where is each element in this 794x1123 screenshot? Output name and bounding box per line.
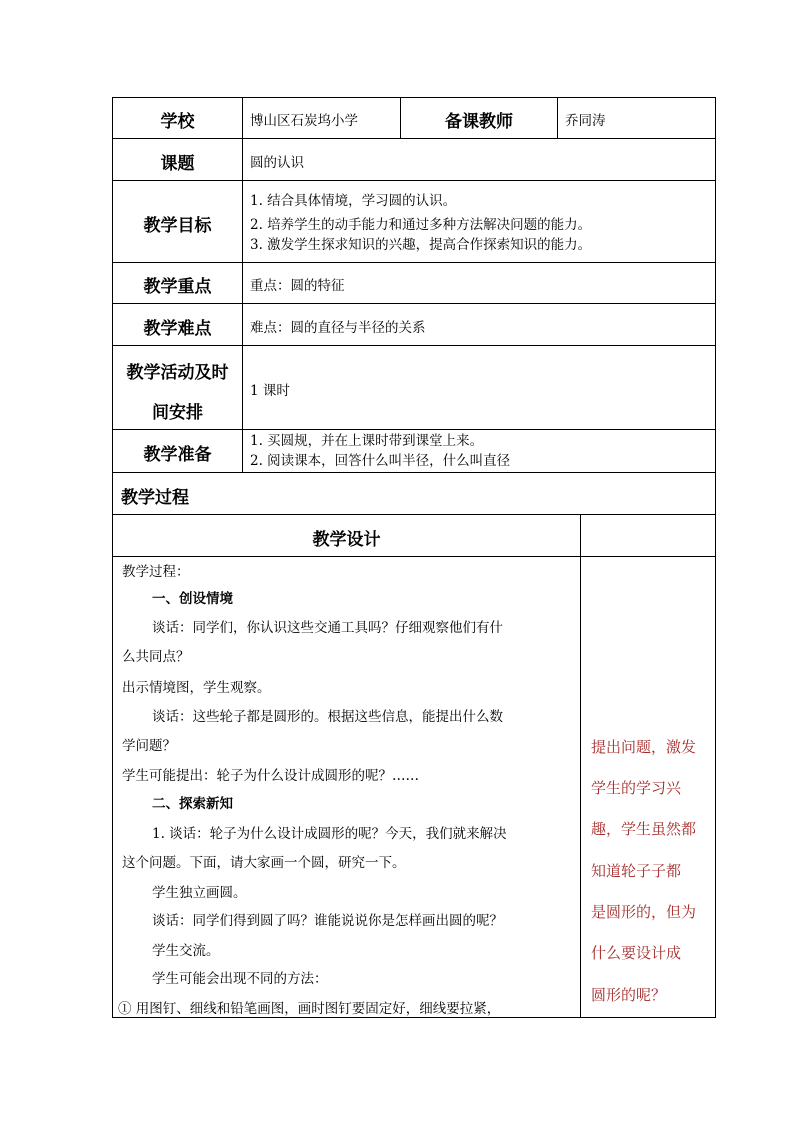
row-divider [112,303,716,304]
notes-column-divider [580,514,581,1018]
goals-list [250,189,591,257]
prep-label: 教学准备 [143,445,212,465]
row-divider [112,472,716,473]
goals-label: 教学目标 [143,216,212,236]
row-divider [112,514,716,515]
process-line: 学生独立画圆。 [152,885,247,901]
note-line: 学生的学习兴 [591,779,682,797]
row-divider [112,180,716,181]
teacher-value: 乔同涛 [565,113,606,129]
school-label: 学校 [160,112,195,132]
topic-value: 圆的认识 [250,155,304,171]
prep-item: 1. 买圆规，并在上课时带到课堂上来。 [250,433,484,449]
label-column-divider [242,97,243,472]
focus-value: 重点：圆的特征 [250,278,345,294]
prep-list [250,431,510,471]
teacher-label: 备课教师 [445,112,513,132]
process-line: 谈话：同学们，你认识这些交通工具吗？仔细观察他们有什 [152,620,503,636]
process-line: 学生交流。 [152,943,220,959]
process-line: 这个问题。下面，请大家画一个圆，研究一下。 [122,855,406,871]
table-bottom-border [112,1017,716,1018]
schedule-value: 1 课时 [250,383,290,399]
process-line: 学生可能提出：轮子为什么设计成圆形的呢？…… [122,768,419,784]
row-divider [112,556,716,557]
goal-item: 1. 结合具体情境，学习圆的认识。 [250,193,457,209]
process-line: 学生可能会出现不同的方法： [152,971,328,987]
row-divider [112,138,716,139]
process-line: 么共同点？ [122,649,190,665]
process-line: 出示情境图，学生观察。 [122,680,271,696]
process-line: ① 用图钉、细线和铅笔画图，画时图钉要固定好，细线要拉紧， [118,1001,501,1017]
process-line: 教学过程： [122,564,190,580]
header-column-divider [557,97,558,139]
goal-item: 3. 激发学生探求知识的兴趣，提高合作探索知识的能力。 [250,237,592,253]
section-heading: 二、探索新知 [152,796,233,812]
note-line: 知道轮子子都 [591,862,682,880]
difficulty-value: 难点：圆的直径与半径的关系 [250,320,426,336]
table-top-border [112,97,716,98]
design-label: 教学设计 [312,530,381,550]
process-line: 学问题？ [122,738,176,754]
table-right-border [715,97,716,1018]
note-line: 趣，学生虽然都 [591,820,697,838]
note-line: 圆形的呢？ [591,986,667,1004]
note-line: 什么要设计成 [591,944,682,962]
difficulty-label: 教学难点 [143,319,212,339]
process-line: 1. 谈话：轮子为什么设计成圆形的呢？今天，我们就来解决 [152,826,507,842]
process-line: 谈话：这些轮子都是圆形的。根据这些信息，能提出什么数 [152,709,503,725]
schedule-label-line2: 间安排 [152,403,203,423]
topic-label: 课题 [160,154,195,174]
goal-item: 2. 培养学生的动手能力和通过多种方法解决问题的能力。 [250,217,592,233]
prep-item: 2. 阅读课本，回答什么叫半径，什么叫直径 [250,453,511,469]
process-line: 谈话：同学们得到圆了吗？谁能说说你是怎样画出圆的呢？ [152,913,503,929]
row-divider [112,345,716,346]
focus-label: 教学重点 [143,277,212,297]
schedule-label-line1: 教学活动及时 [126,363,229,383]
process-label: 教学过程 [121,488,189,508]
row-divider [112,262,716,263]
row-divider [112,429,716,430]
school-value: 博山区石炭坞小学 [250,113,358,129]
section-heading: 一、创设情境 [152,591,233,607]
note-line: 是圆形的，但为 [591,903,697,921]
note-line: 提出问题，激发 [591,738,697,756]
